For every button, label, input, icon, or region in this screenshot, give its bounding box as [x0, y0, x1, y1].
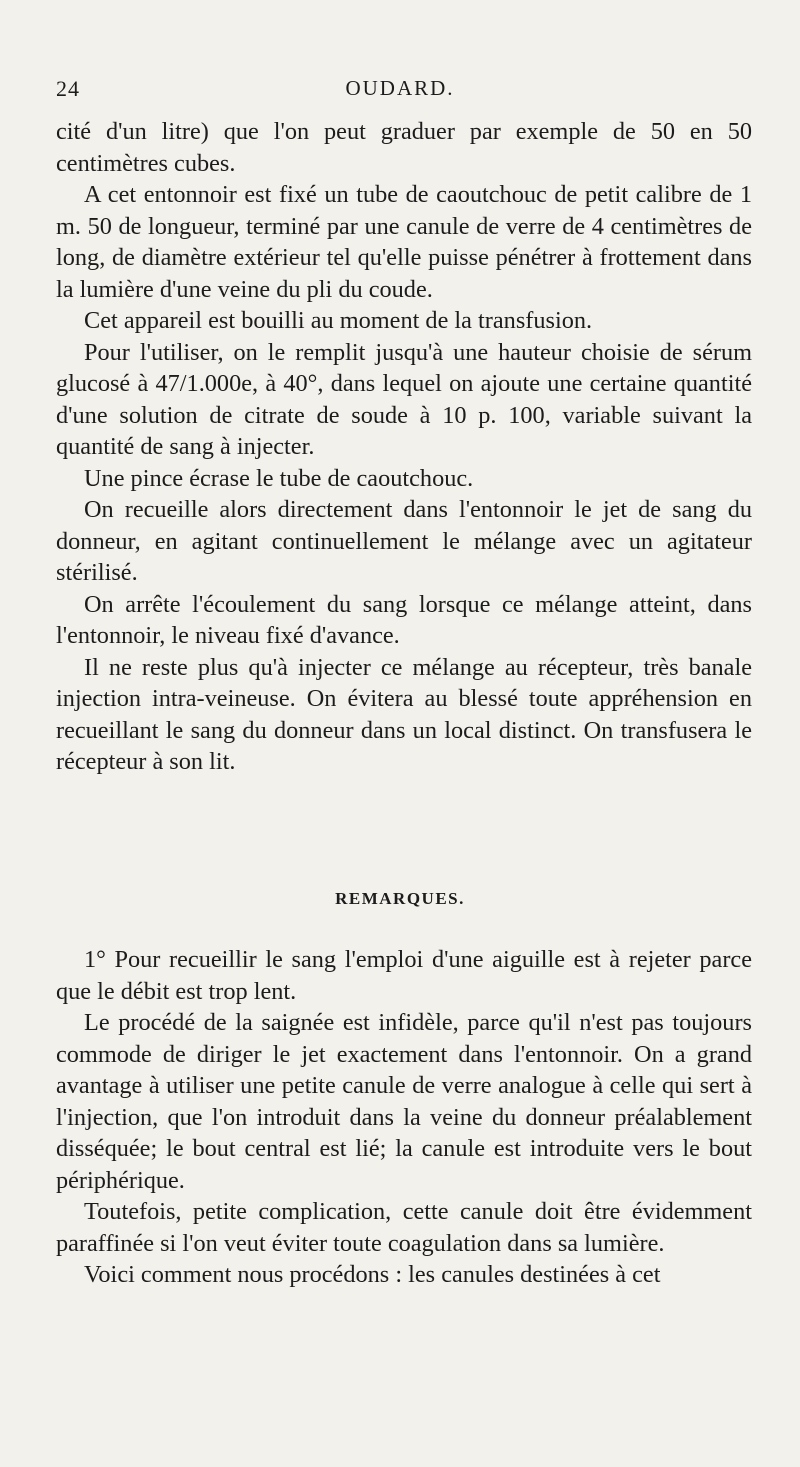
paragraph: 1° Pour recueillir le sang l'emploi d'une aiguille est à rejeter parce que le débit est trop lent. — [56, 946, 752, 1005]
paragraph: Cet appareil est bouilli au moment de la transfusion. — [84, 307, 593, 334]
paragraph: On arrête l'écoulement du sang lorsque ce mélange atteint, dans l'entonnoir, le niveau fixé d'avance. — [56, 590, 752, 649]
paragraph: Toutefois, petite complication, cette canule doit être évidemment paraffinée si l'on veut éviter toute coagulation dans sa lumière. — [56, 1198, 752, 1257]
body-text-top — [56, 116, 752, 778]
paragraph: Une pince écrase le tube de caoutchouc. — [84, 464, 474, 492]
paragraph: Il ne reste plus qu'à injecter ce mélange au récepteur, très banale injection intra-veineuse. On évitera au blessé toute appréhension en recueillant le sang du donneur dans un local distinct. On transfusera le récepteur à son lit. — [56, 653, 752, 775]
paragraph: Pour l'utiliser, on le remplit jusqu'à une hauteur choisie de sérum glucosé à 47/1.000e, à 40°, dans lequel on ajoute une certaine quantité d'une solution de citrate de soude à 10 p. 100, variable suivant la quantité de sang à injecter. — [56, 338, 752, 460]
paragraph: A cet entonnoir est fixé un tube de caoutchouc de petit calibre de 1 m. 50 de longueur, terminé par une canule de verre de 4 centimètres de long, de diamètre extérieur tel qu'elle puisse pénétrer à frottement dans la lumière d'une veine du pli du coude. — [56, 181, 752, 303]
paragraph: On recueille alors directement dans l'entonnoir le jet de sang du donneur, en agitant continuellement le mélange avec un agitateur stérilisé. — [56, 496, 752, 586]
running-head: OUDARD. — [345, 76, 455, 100]
section-title: REMARQUES. — [335, 889, 465, 908]
paragraph: Le procédé de la saignée est infidèle, parce qu'il n'est pas toujours commode de diriger le jet exactement dans l'entonnoir. On a grand avantage à utiliser une petite canule de verre analogue à celle qui sert à l'injection, que l'on introduit dans la veine du donneur préalablement disséquée; le bout central est lié; la canule est introduite vers le bout périphérique. — [56, 1009, 752, 1194]
paragraph: Voici comment nous procédons : les canules destinées à cet — [84, 1261, 661, 1288]
page-number: 24 — [56, 76, 80, 101]
page-header — [0, 76, 800, 106]
paragraph: cité d'un litre) que l'on peut graduer par exemple de 50 en 50 centimètres cubes. — [56, 118, 752, 177]
body-text-bottom — [56, 944, 752, 1291]
